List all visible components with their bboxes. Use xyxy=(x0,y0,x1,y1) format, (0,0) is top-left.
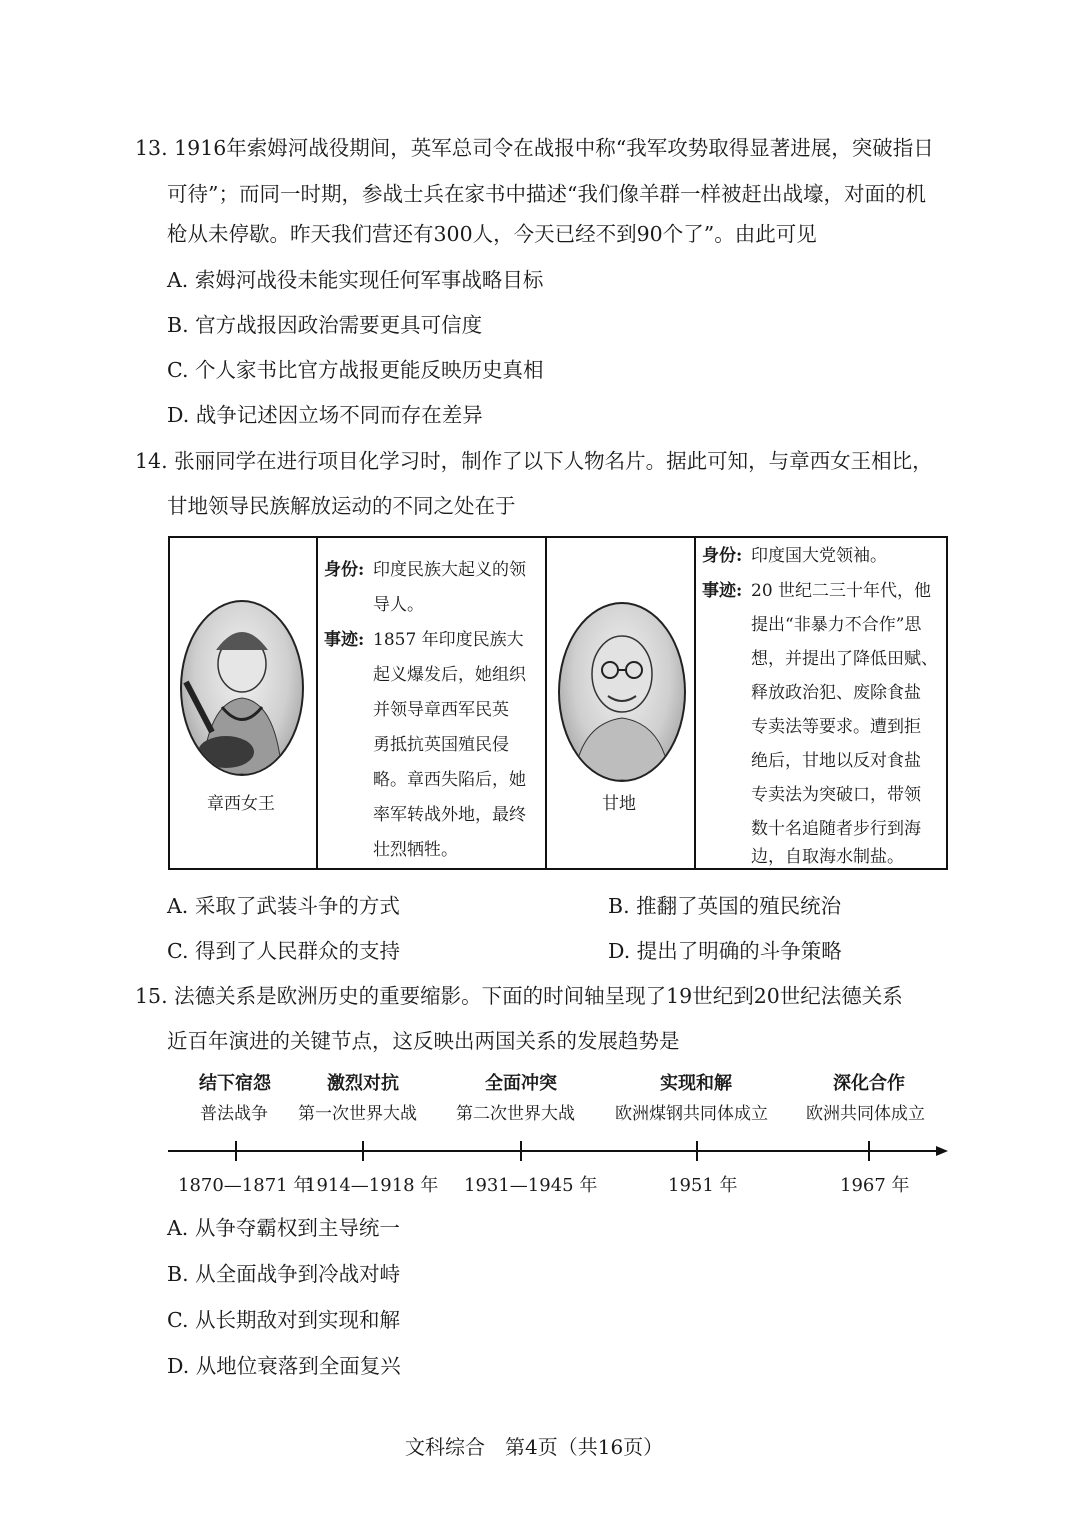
q13-stem-line-2: 可待”；而同一时期，参战士兵在家书中描述“我们像羊群一样被赶出战壕，对面的机 xyxy=(167,182,926,206)
card1-identity-line: 印度民族大起义的领 xyxy=(373,560,526,580)
card2-deeds-line: 想，并提出了降低田赋、 xyxy=(751,649,938,669)
card1-deeds-line: 勇抵抗英国殖民侵 xyxy=(373,735,509,755)
card1-deeds-line: 略。章西失陷后，她 xyxy=(373,770,526,790)
card2-deeds-line: 提出“非暴力不合作”思 xyxy=(751,615,922,635)
card2-deeds-line: 数十名追随者步行到海 xyxy=(751,819,921,839)
timeline-stage-label: 结下宿怨 xyxy=(199,1073,271,1094)
card2-caption: 甘地 xyxy=(602,794,636,814)
timeline-stage-label: 深化合作 xyxy=(833,1073,905,1094)
card2-deeds-line: 专卖法等要求。遭到拒 xyxy=(751,717,921,737)
timeline-event: 普法战争 xyxy=(200,1104,268,1124)
timeline-event: 欧洲共同体成立 xyxy=(806,1104,925,1124)
card2-deeds-line: 20 世纪二三十年代，他 xyxy=(751,581,932,601)
timeline-event: 第一次世界大战 xyxy=(298,1104,417,1124)
timeline-event: 欧洲煤钢共同体成立 xyxy=(615,1104,768,1124)
card2-deeds-line: 专卖法为突破口，带领 xyxy=(751,785,921,805)
card2-deeds-line: 边，自取海水制盐。 xyxy=(751,847,904,867)
q13-option-a: A. 索姆河战役未能实现任何军事战略目标 xyxy=(167,268,544,292)
q13-option-b: B. 官方战报因政治需要更具可信度 xyxy=(167,313,483,337)
card2-identity-label: 身份: xyxy=(702,546,743,566)
timeline-date: 1914—1918 年 xyxy=(305,1175,439,1196)
card1-deeds-line: 起义爆发后，她组织 xyxy=(373,665,526,685)
card1-deeds-line: 率军转战外地，最终 xyxy=(373,805,526,825)
card1-identity-label: 身份: xyxy=(324,560,365,580)
q13-option-c: C. 个人家书比官方战报更能反映历史真相 xyxy=(167,358,544,382)
timeline-date: 1870—1871 年 xyxy=(178,1175,312,1196)
card2-deeds-line: 绝后，甘地以反对食盐 xyxy=(751,751,921,771)
timeline-date: 1951 年 xyxy=(668,1175,738,1196)
timeline-date: 1931—1945 年 xyxy=(464,1175,598,1196)
q15-stem-line-2: 近百年演进的关键节点，这反映出两国关系的发展趋势是 xyxy=(167,1029,680,1053)
q15-option-b: B. 从全面战争到冷战对峙 xyxy=(167,1262,401,1286)
q14-stem-line-2: 甘地领导民族解放运动的不同之处在于 xyxy=(167,494,516,518)
q14-option-b: B. 推翻了英国的殖民统治 xyxy=(608,894,842,918)
q14-option-d: D. 提出了明确的斗争策略 xyxy=(608,939,842,963)
q14-option-a: A. 采取了武装斗争的方式 xyxy=(167,894,400,918)
card2-deeds-line: 释放政治犯、废除食盐 xyxy=(751,683,921,703)
card1-deeds-line: 壮烈牺牲。 xyxy=(373,840,458,860)
timeline-stage-label: 实现和解 xyxy=(660,1073,732,1094)
card2-identity-line: 印度国大党领袖。 xyxy=(751,546,887,566)
timeline-stage-label: 激烈对抗 xyxy=(327,1073,399,1094)
q15-option-a: A. 从争夺霸权到主导统一 xyxy=(167,1216,400,1240)
q13-option-d: D. 战争记述因立场不同而存在差异 xyxy=(167,403,483,427)
card2-deeds-label: 事迹: xyxy=(702,581,743,601)
timeline-date: 1967 年 xyxy=(840,1175,910,1196)
timeline-stage-label: 全面冲突 xyxy=(485,1073,557,1094)
q15-stem-line-1: 15. 法德关系是欧洲历史的重要缩影。下面的时间轴呈现了19世纪到20世纪法德关系 xyxy=(135,984,903,1008)
page-footer: 文科综合 第4页（共16页） xyxy=(405,1435,664,1459)
card1-caption: 章西女王 xyxy=(207,794,275,814)
q14-option-c: C. 得到了人民群众的支持 xyxy=(167,939,400,963)
card1-deeds-label: 事迹: xyxy=(324,630,365,650)
card1-deeds-line: 1857 年印度民族大 xyxy=(373,630,524,650)
q13-stem-line-3: 枪从未停歇。昨天我们营还有300人，今天已经不到90个了”。由此可见 xyxy=(167,222,817,246)
card1-identity-line: 导人。 xyxy=(373,595,424,615)
q15-option-c: C. 从长期敌对到实现和解 xyxy=(167,1308,400,1332)
q13-stem-line-1: 13. 1916年索姆河战役期间，英军总司令在战报中称“我军攻势取得显著进展，突破指日 xyxy=(135,136,934,160)
timeline-event: 第二次世界大战 xyxy=(456,1104,575,1124)
q14-stem-line-1: 14. 张丽同学在进行项目化学习时，制作了以下人物名片。据此可知，与章西女王相比， xyxy=(135,449,933,473)
card1-deeds-line: 并领导章西军民英 xyxy=(373,700,509,720)
q15-option-d: D. 从地位衰落到全面复兴 xyxy=(167,1354,401,1378)
